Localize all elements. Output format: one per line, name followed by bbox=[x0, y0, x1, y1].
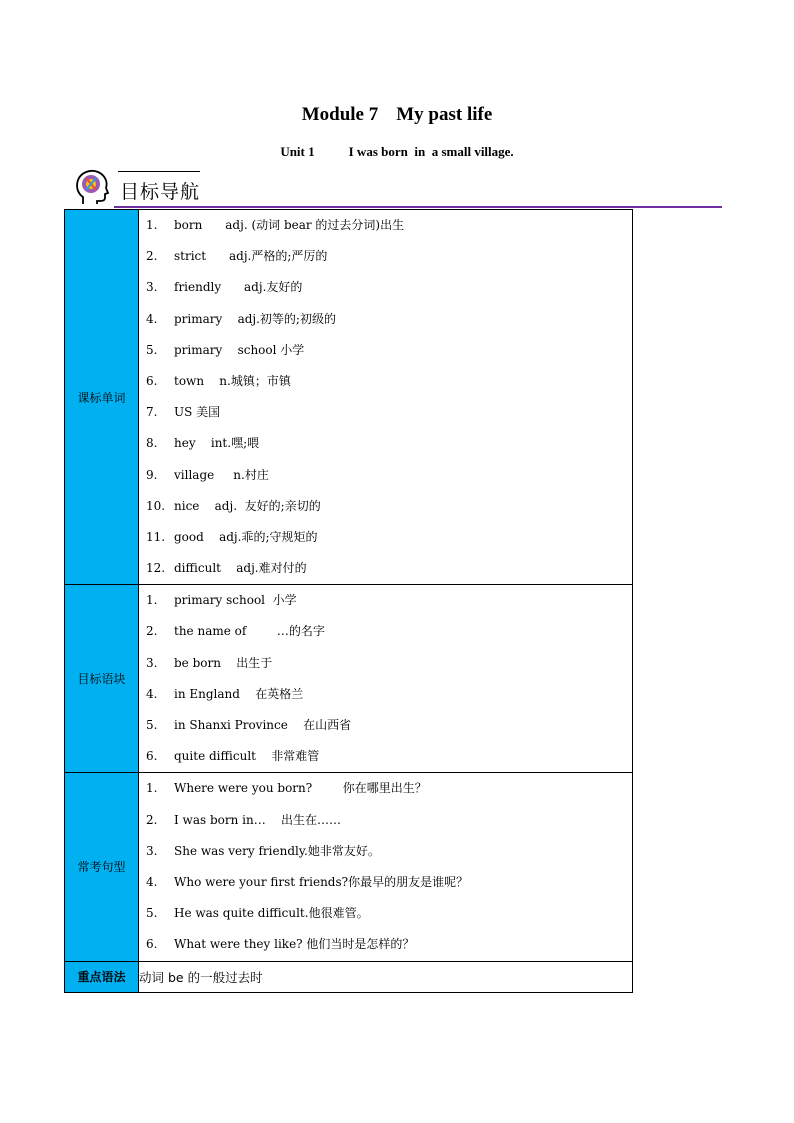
item-text: friendly adj.友好的 bbox=[174, 280, 303, 295]
item-text: born adj. (动词 bear 的过去分词)出生 bbox=[174, 218, 405, 232]
item-number: 9. bbox=[146, 467, 158, 482]
item-number: 6. bbox=[146, 937, 158, 952]
category-label: 目标语块 bbox=[77, 672, 126, 687]
category-label: 课标单词 bbox=[77, 390, 126, 405]
item-number: 5. bbox=[146, 342, 158, 357]
list-item bbox=[139, 898, 632, 929]
list-item bbox=[139, 522, 632, 553]
list-item bbox=[139, 491, 632, 522]
list-item bbox=[139, 210, 632, 241]
module-name: My past life bbox=[396, 104, 493, 125]
item-number: 7. bbox=[146, 405, 158, 420]
list-item bbox=[139, 929, 632, 960]
item-text: He was quite difficult.他很难管。 bbox=[174, 906, 369, 921]
item-number: 6. bbox=[146, 749, 158, 764]
list-item bbox=[139, 679, 632, 710]
category-cell bbox=[65, 773, 139, 961]
list-item bbox=[139, 366, 632, 397]
list-item bbox=[139, 241, 632, 272]
item-number: 6. bbox=[146, 373, 158, 388]
section-header bbox=[74, 166, 722, 210]
items-cell bbox=[139, 773, 633, 961]
list-item bbox=[139, 616, 632, 647]
item-text: Where were you born? 你在哪里出生？ bbox=[174, 781, 427, 796]
item-number: 12. bbox=[146, 561, 166, 576]
list-item bbox=[139, 867, 632, 898]
list-item bbox=[139, 272, 632, 303]
item-number: 4. bbox=[146, 874, 158, 889]
category-cell bbox=[65, 585, 139, 773]
unit-label: Unit 1 bbox=[280, 144, 315, 159]
item-number: 8. bbox=[146, 436, 158, 451]
item-text: primary adj.初等的;初级的 bbox=[174, 311, 336, 326]
item-text: be born 出生于 bbox=[174, 655, 273, 670]
section-header-title: 目标导航 bbox=[120, 181, 201, 203]
item-text: the name of …的名字 bbox=[174, 624, 325, 639]
list-item bbox=[139, 553, 632, 584]
item-text: difficult adj.难对付的 bbox=[174, 561, 307, 576]
list-item bbox=[139, 836, 632, 867]
table-row bbox=[65, 210, 633, 585]
item-text: Who were your first friends?你最早的朋友是谁呢？ bbox=[174, 874, 469, 889]
table-row bbox=[65, 961, 633, 992]
item-number: 5. bbox=[146, 906, 158, 921]
list-item bbox=[139, 585, 632, 616]
item-number: 3. bbox=[146, 280, 158, 295]
item-number: 3. bbox=[146, 655, 158, 670]
page-title bbox=[0, 104, 794, 126]
item-number: 2. bbox=[146, 249, 158, 264]
list-item bbox=[139, 304, 632, 335]
table-row bbox=[65, 773, 633, 961]
item-number: 3. bbox=[146, 843, 158, 858]
unit-subtitle bbox=[0, 144, 794, 160]
list-item bbox=[139, 710, 632, 741]
item-number: 2. bbox=[146, 624, 158, 639]
item-text: in Shanxi Province 在山西省 bbox=[174, 718, 352, 732]
section-header-underline bbox=[114, 206, 722, 208]
item-number: 5. bbox=[146, 718, 158, 732]
table-row bbox=[65, 585, 633, 773]
module-number: Module 7 bbox=[301, 104, 379, 125]
item-text: primary school 小学 bbox=[174, 342, 305, 357]
list-item bbox=[139, 397, 632, 428]
section-header-topline bbox=[118, 171, 200, 172]
list-item bbox=[139, 805, 632, 836]
item-text: What were they like? 他们当时是怎样的？ bbox=[174, 937, 415, 952]
item-text: US 美国 bbox=[174, 405, 221, 420]
vocabulary-table bbox=[64, 209, 633, 993]
item-text: She was very friendly.她非常友好。 bbox=[174, 843, 380, 858]
item-text: strict adj.严格的;严厉的 bbox=[174, 249, 328, 264]
list-item bbox=[139, 428, 632, 459]
item-number: 11. bbox=[146, 529, 166, 544]
item-text: hey int.嘿;喂 bbox=[174, 436, 260, 451]
item-number: 10. bbox=[146, 498, 166, 513]
category-label: 重点语法 bbox=[77, 970, 126, 984]
item-text: village n.村庄 bbox=[174, 467, 269, 482]
item-number: 1. bbox=[146, 593, 158, 608]
item-text: in England 在英格兰 bbox=[174, 686, 304, 701]
unit-title: I was born in a small village. bbox=[348, 144, 514, 159]
item-text: primary school 小学 bbox=[174, 593, 297, 608]
list-item bbox=[139, 741, 632, 772]
item-text: I was born in… 出生在…… bbox=[174, 812, 341, 827]
item-text: quite difficult 非常难管 bbox=[174, 749, 320, 764]
list-item bbox=[139, 773, 632, 804]
list-item bbox=[139, 335, 632, 366]
item-text: town n.城镇；市镇 bbox=[174, 373, 291, 388]
item-number: 1. bbox=[146, 781, 158, 796]
list-item bbox=[139, 648, 632, 679]
item-number: 1. bbox=[146, 218, 158, 232]
items-cell bbox=[139, 585, 633, 773]
category-cell bbox=[65, 961, 139, 992]
head-thinking-icon bbox=[74, 168, 110, 206]
item-text: good adj.乖的;守规矩的 bbox=[174, 529, 318, 544]
category-cell bbox=[65, 210, 139, 585]
items-cell bbox=[139, 210, 633, 585]
grammar-cell: 动词 be 的一般过去时 bbox=[139, 961, 633, 992]
item-number: 2. bbox=[146, 812, 158, 827]
list-item bbox=[139, 460, 632, 491]
item-number: 4. bbox=[146, 686, 158, 701]
item-number: 4. bbox=[146, 311, 158, 326]
item-text: nice adj. 友好的;亲切的 bbox=[174, 498, 321, 513]
category-label: 常考句型 bbox=[77, 860, 126, 875]
